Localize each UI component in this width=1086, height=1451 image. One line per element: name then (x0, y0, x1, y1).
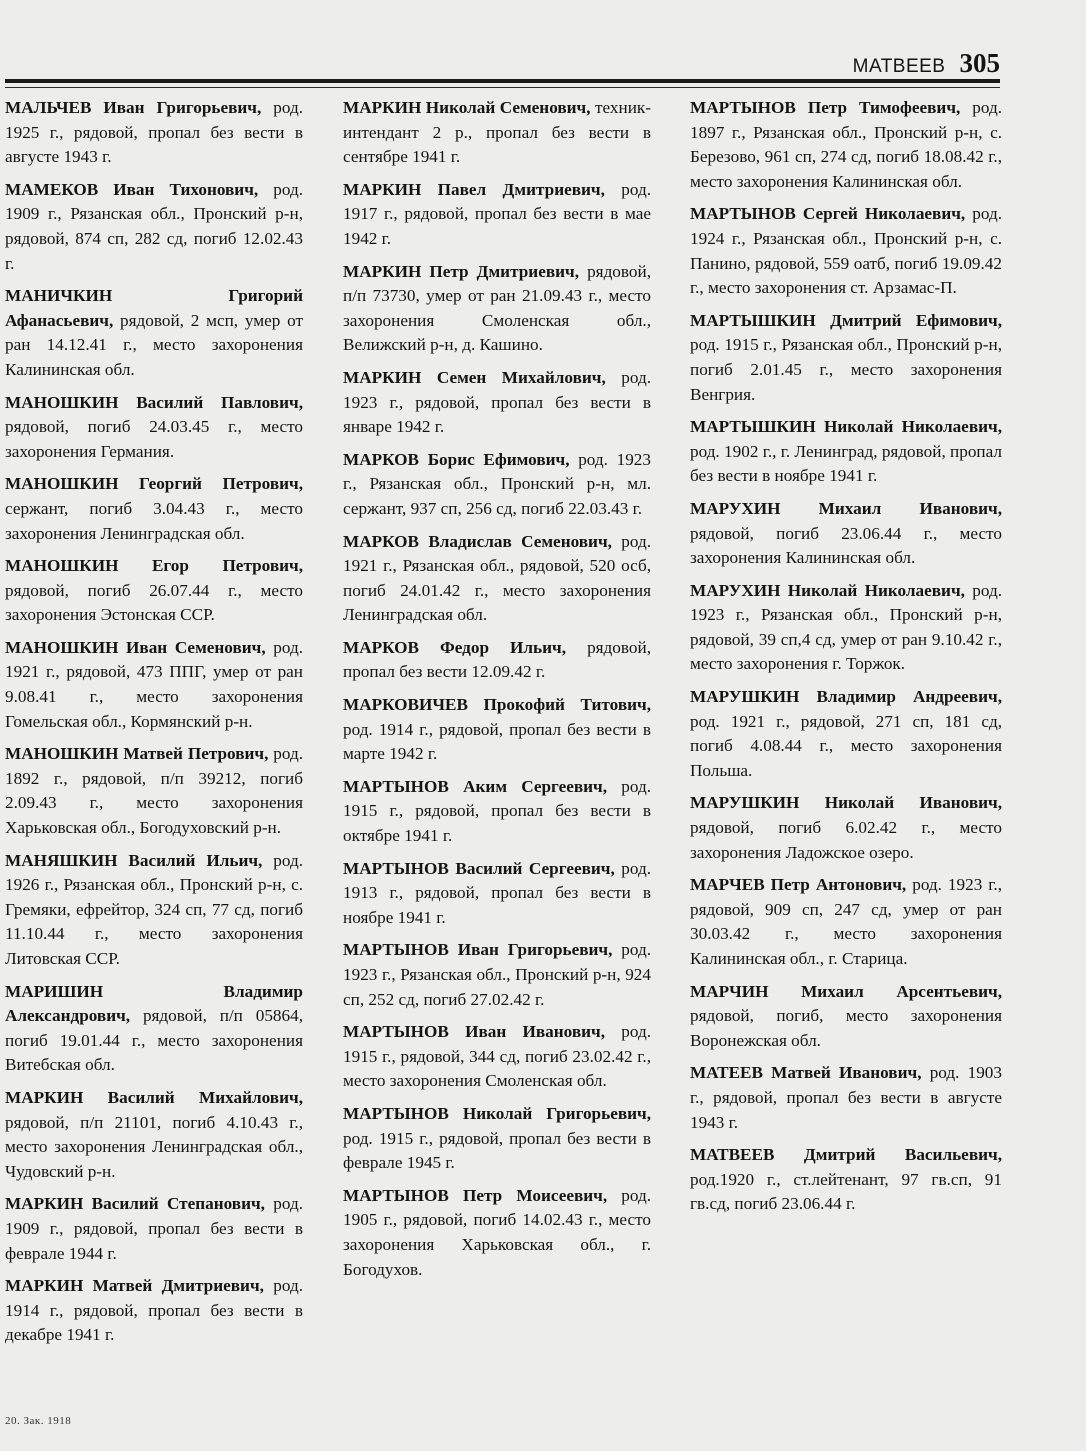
entry-details: рядовой, 2 мсп, умер от ран 14.12.41 г., место захоронения Калининская обл. (5, 310, 303, 379)
entry-details: род. 1925 г., рядовой, пропал без вести в августе 1943 г. (5, 98, 303, 167)
entry (5, 980, 303, 1078)
entry-details: род. 1909 г., рядовой, пропал без вести в феврале 1944 г. (5, 1194, 303, 1263)
entry-details: рядовой, пропал без вести 12.09.42 г. (343, 637, 651, 682)
entry-name: МАРКОВ Владислав Семенович, (343, 531, 612, 551)
entry (343, 96, 651, 170)
entry (343, 857, 651, 931)
entry (690, 1143, 1002, 1217)
entry-details: род. 1926 г., Рязанская обл., Пронский р-н, с. Гремяки, ефрейтор, 324 сп, 77 сд, погиб 11.10.44 г., место захоронения Литовская ССР. (5, 850, 304, 968)
entry-name: МАРКИН Матвей Дмитриевич, (5, 1276, 264, 1296)
entry-name: МАРКИН Василий Михайлович, (5, 1087, 303, 1107)
entry-name: МАРТЫНОВ Иван Григорьевич, (343, 940, 613, 960)
entry-details: род. 1923 г., рядовой, пропал без вести в январе 1942 г. (343, 367, 652, 437)
entry-name: МАРУХИН Николай Николаевич, (690, 580, 965, 600)
entry-details: рядовой, погиб 26.07.44 г., место захоронения Эстонская ССР. (5, 580, 303, 625)
entry (690, 497, 1002, 571)
entry-name: МАРКИН Семен Михайлович, (343, 367, 606, 387)
entry-details: род. 1905 г., рядовой, погиб 14.02.43 г., место захоронения Харьковская обл., г. Богодухов. (343, 1185, 652, 1279)
entry-name: МАРЧЕВ Петр Антонович, (690, 875, 907, 895)
entry-details: рядовой, погиб 6.02.42 г., место захоронения Ладожское озеро. (690, 818, 1002, 862)
entry-details: рядовой, погиб, место захоронения Воронежская обл. (690, 1006, 1002, 1050)
entry-name: МАРУХИН Михаил Иванович, (690, 498, 1002, 518)
entry (690, 1061, 1002, 1135)
entry (690, 309, 1002, 407)
entry-details: техник-интендант 2 р., пропал без вести в сентябре 1941 г. (343, 98, 651, 167)
entry (343, 1184, 651, 1282)
entry-name: МАРКИН Василий Степанович, (5, 1194, 265, 1214)
entry (343, 530, 651, 628)
entry-name: МАРИШИН Владимир Александрович, (5, 981, 303, 1026)
entry-details: род. 1921 г., рядовой, 271 сп, 181 сд, погиб 4.08.44 г., место захоронения Польша. (690, 711, 1002, 780)
entry-name: МАРТЫШКИН Николай Николаевич, (690, 417, 1002, 437)
entry-name: МАРКОВ Борис Ефимович, (343, 449, 570, 469)
entry-name: МАНОШКИН Егор Петрович, (5, 556, 303, 576)
column-1 (5, 96, 303, 1356)
entry-name: МАРТЫНОВ Василий Сергеевич, (343, 858, 615, 878)
entry-name: МАЛЬЧЕВ Иван Григорьевич, (5, 98, 262, 117)
entry-name: МАНИЧКИН Григорий Афанасьевич, (5, 286, 303, 330)
entry (690, 685, 1002, 783)
entry-details: род. 1903 г., рядовой, пропал без вести в августе 1943 г. (690, 1063, 1002, 1132)
entry (690, 873, 1002, 971)
entry-details: род. 1915 г., рядовой, 344 сд, погиб 23.02.42 г., место захоронения Смоленская обл. (343, 1022, 651, 1091)
entry (5, 1086, 303, 1184)
entry (690, 980, 1002, 1054)
entry-details: род. 1923 г., Рязанская обл., Пронский р-н, рядовой, 39 сп,4 сд, умер от ран 9.10.42 г., место захоронения г. Торжок. (690, 580, 1002, 674)
entry (690, 96, 1002, 194)
entry-name: МАНЯШКИН Василий Ильич, (5, 850, 263, 870)
entry-details: род. 1892 г., рядовой, п/п 39212, погиб 2.09.43 г., место захоронения Харьковская обл., Богодуховский р-н. (5, 744, 304, 838)
entry-name: МАРТЫНОВ Петр Моисеевич, (343, 1185, 608, 1205)
entry (5, 636, 303, 734)
entry (5, 742, 303, 840)
entry-name: МАНОШКИН Иван Семенович, (5, 637, 266, 657)
entry-details: род. 1914 г., рядовой, пропал без вести в марте 1942 г. (343, 719, 651, 764)
entry (343, 1102, 651, 1176)
entry (5, 391, 303, 465)
entry (343, 938, 651, 1012)
column-2 (343, 96, 651, 1290)
entry-name: МАРТЫНОВ Петр Тимофеевич, (690, 98, 961, 117)
entry-name: МАРУШКИН Николай Иванович, (690, 793, 1002, 813)
entry (343, 636, 651, 685)
entry-name: МАРКИН Николай Семенович, (343, 98, 591, 117)
entry-name: МАНОШКИН Матвей Петрович, (5, 744, 269, 764)
entry (343, 260, 651, 358)
entry (5, 554, 303, 628)
entry-details: род. 1915 г., Рязанская обл., Пронский р-н, погиб 2.01.45 г., место захоронения Венгрия. (690, 335, 1002, 404)
entry-name: МАНОШКИН Василий Павлович, (5, 392, 303, 412)
entry-details: род.1920 г., ст.лейтенант, 97 гв.сп, 91 гв.сд, погиб 23.06.44 г. (690, 1169, 1002, 1214)
entry (343, 775, 651, 849)
entry-name: МАРУШКИН Владимир Андреевич, (690, 687, 1002, 707)
running-head (853, 48, 1000, 79)
entry (343, 366, 651, 440)
entry-details: род. 1917 г., рядовой, пропал без вести в мае 1942 г. (343, 179, 651, 248)
entry-details: род. 1909 г., Рязанская обл., Пронский р-н, рядовой, 874 сп, 282 сд, погиб 12.02.43 г. (5, 179, 303, 273)
entry-details: рядовой, п/п 73730, умер от ран 21.09.43 г., место захоронения Смоленская обл., Велижский р-н, д. Кашино. (343, 261, 651, 355)
entry (5, 849, 303, 972)
entry-details: род. 1902 г., г. Ленинград, рядовой, пропал без вести в ноябре 1941 г. (690, 441, 1002, 486)
entry (690, 579, 1002, 677)
running-head-surname: МАТВЕЕВ (852, 56, 946, 77)
entry-details: род. 1921 г., Рязанская обл., рядовой, 520 осб, погиб 24.01.42 г., место захоронения Ленинградская обл. (343, 531, 651, 625)
entry (5, 1192, 303, 1266)
entry (690, 415, 1002, 489)
entry-details: род. 1915 г., рядовой, пропал без вести в феврале 1945 г. (343, 1128, 651, 1173)
printer-signature: 20. Зак. 1918 (5, 1415, 72, 1427)
entry-details: род. 1923 г., Рязанская обл., Пронский р-н, 924 сп, 252 сд, погиб 27.02.42 г. (343, 940, 651, 1009)
entry-name: МАРКОВИЧЕВ Прокофий Титович, (343, 695, 651, 715)
entry-name: МАРТЫНОВ Иван Иванович, (343, 1022, 606, 1042)
entry-name: МАТВЕЕВ Дмитрий Васильевич, (690, 1145, 1002, 1165)
entry-name: МАМЕКОВ Иван Тихонович, (5, 179, 259, 199)
entry-details: род. 1923 г., рядовой, 909 сп, 247 сд, умер от ран 30.03.42 г., место захоронения Калининская обл., г. Старица. (690, 875, 1002, 968)
entry-name: МАРТЫНОВ Сергей Николаевич, (690, 204, 966, 224)
entry (5, 96, 303, 170)
entry-details: рядовой, погиб 23.06.44 г., место захоронения Калининская обл. (690, 523, 1002, 568)
entry-name: МАРТЫНОВ Николай Григорьевич, (343, 1103, 651, 1123)
header-rule-thick (5, 79, 1000, 83)
entry (343, 448, 651, 522)
entry-details: рядовой, п/п 21101, погиб 4.10.43 г., место захоронения Ленинградская обл., Чудовский р-н. (5, 1112, 303, 1181)
entry (5, 1274, 303, 1348)
entry-details: рядовой, п/п 05864, погиб 19.01.44 г., место захоронения Витебская обл. (5, 1006, 303, 1075)
entry-details: род. 1924 г., Рязанская обл., Пронский р-н, с. Панино, рядовой, 559 оатб, погиб 19.09.42 г., место захоронения ст. Арзамас-П. (690, 204, 1002, 298)
entry-name: МАРКОВ Федор Ильич, (343, 637, 567, 657)
entry (690, 202, 1002, 300)
entry (5, 284, 303, 382)
entry-details: рядовой, погиб 24.03.45 г., место захоронения Германия. (5, 417, 303, 461)
header-rule-thin (5, 87, 1000, 88)
entry-details: род. 1914 г., рядовой, пропал без вести в декабре 1941 г. (5, 1276, 303, 1345)
entry-name: МАРКИН Петр Дмитриевич, (343, 261, 580, 281)
entry (690, 791, 1002, 865)
entry-details: род. 1915 г., рядовой, пропал без вести в октябре 1941 г. (343, 776, 652, 846)
entry-name: МАРТЫНОВ Аким Сергеевич, (343, 776, 608, 796)
entry (343, 1020, 651, 1094)
entry (5, 178, 303, 276)
entry-details: сержант, погиб 3.04.43 г., место захоронения Ленинградская обл. (5, 498, 303, 543)
entry-details: род. 1897 г., Рязанская обл., Пронский р-н, с. Березово, 961 сп, 274 сд, погиб 18.08.42 г., место захоронения Калининская обл. (690, 98, 1003, 191)
entry (5, 472, 303, 546)
column-3 (690, 96, 1002, 1225)
entry-name: МАНОШКИН Георгий Петрович, (5, 474, 303, 494)
entry-details: род. 1921 г., рядовой, 473 ППГ, умер от ран 9.08.41 г., место захоронения Гомельская обл., Кормянский р-н. (5, 637, 303, 731)
entry-name: МАРТЫШКИН Дмитрий Ефимович, (690, 310, 1002, 330)
entry-name: МАРКИН Павел Дмитриевич, (343, 179, 605, 199)
entry-details: род. 1913 г., рядовой, пропал без вести в ноябре 1941 г. (343, 858, 652, 927)
entry-name: МАТЕЕВ Матвей Иванович, (690, 1063, 922, 1083)
entry (343, 693, 651, 767)
entry-details: род. 1923 г., Рязанская обл., Пронский р-н, мл. сержант, 937 сп, 256 сд, погиб 22.03.43 г. (343, 449, 651, 518)
entry (343, 178, 651, 252)
entry-name: МАРЧИН Михаил Арсентьевич, (690, 981, 1002, 1001)
page-number: 305 (959, 48, 1000, 78)
